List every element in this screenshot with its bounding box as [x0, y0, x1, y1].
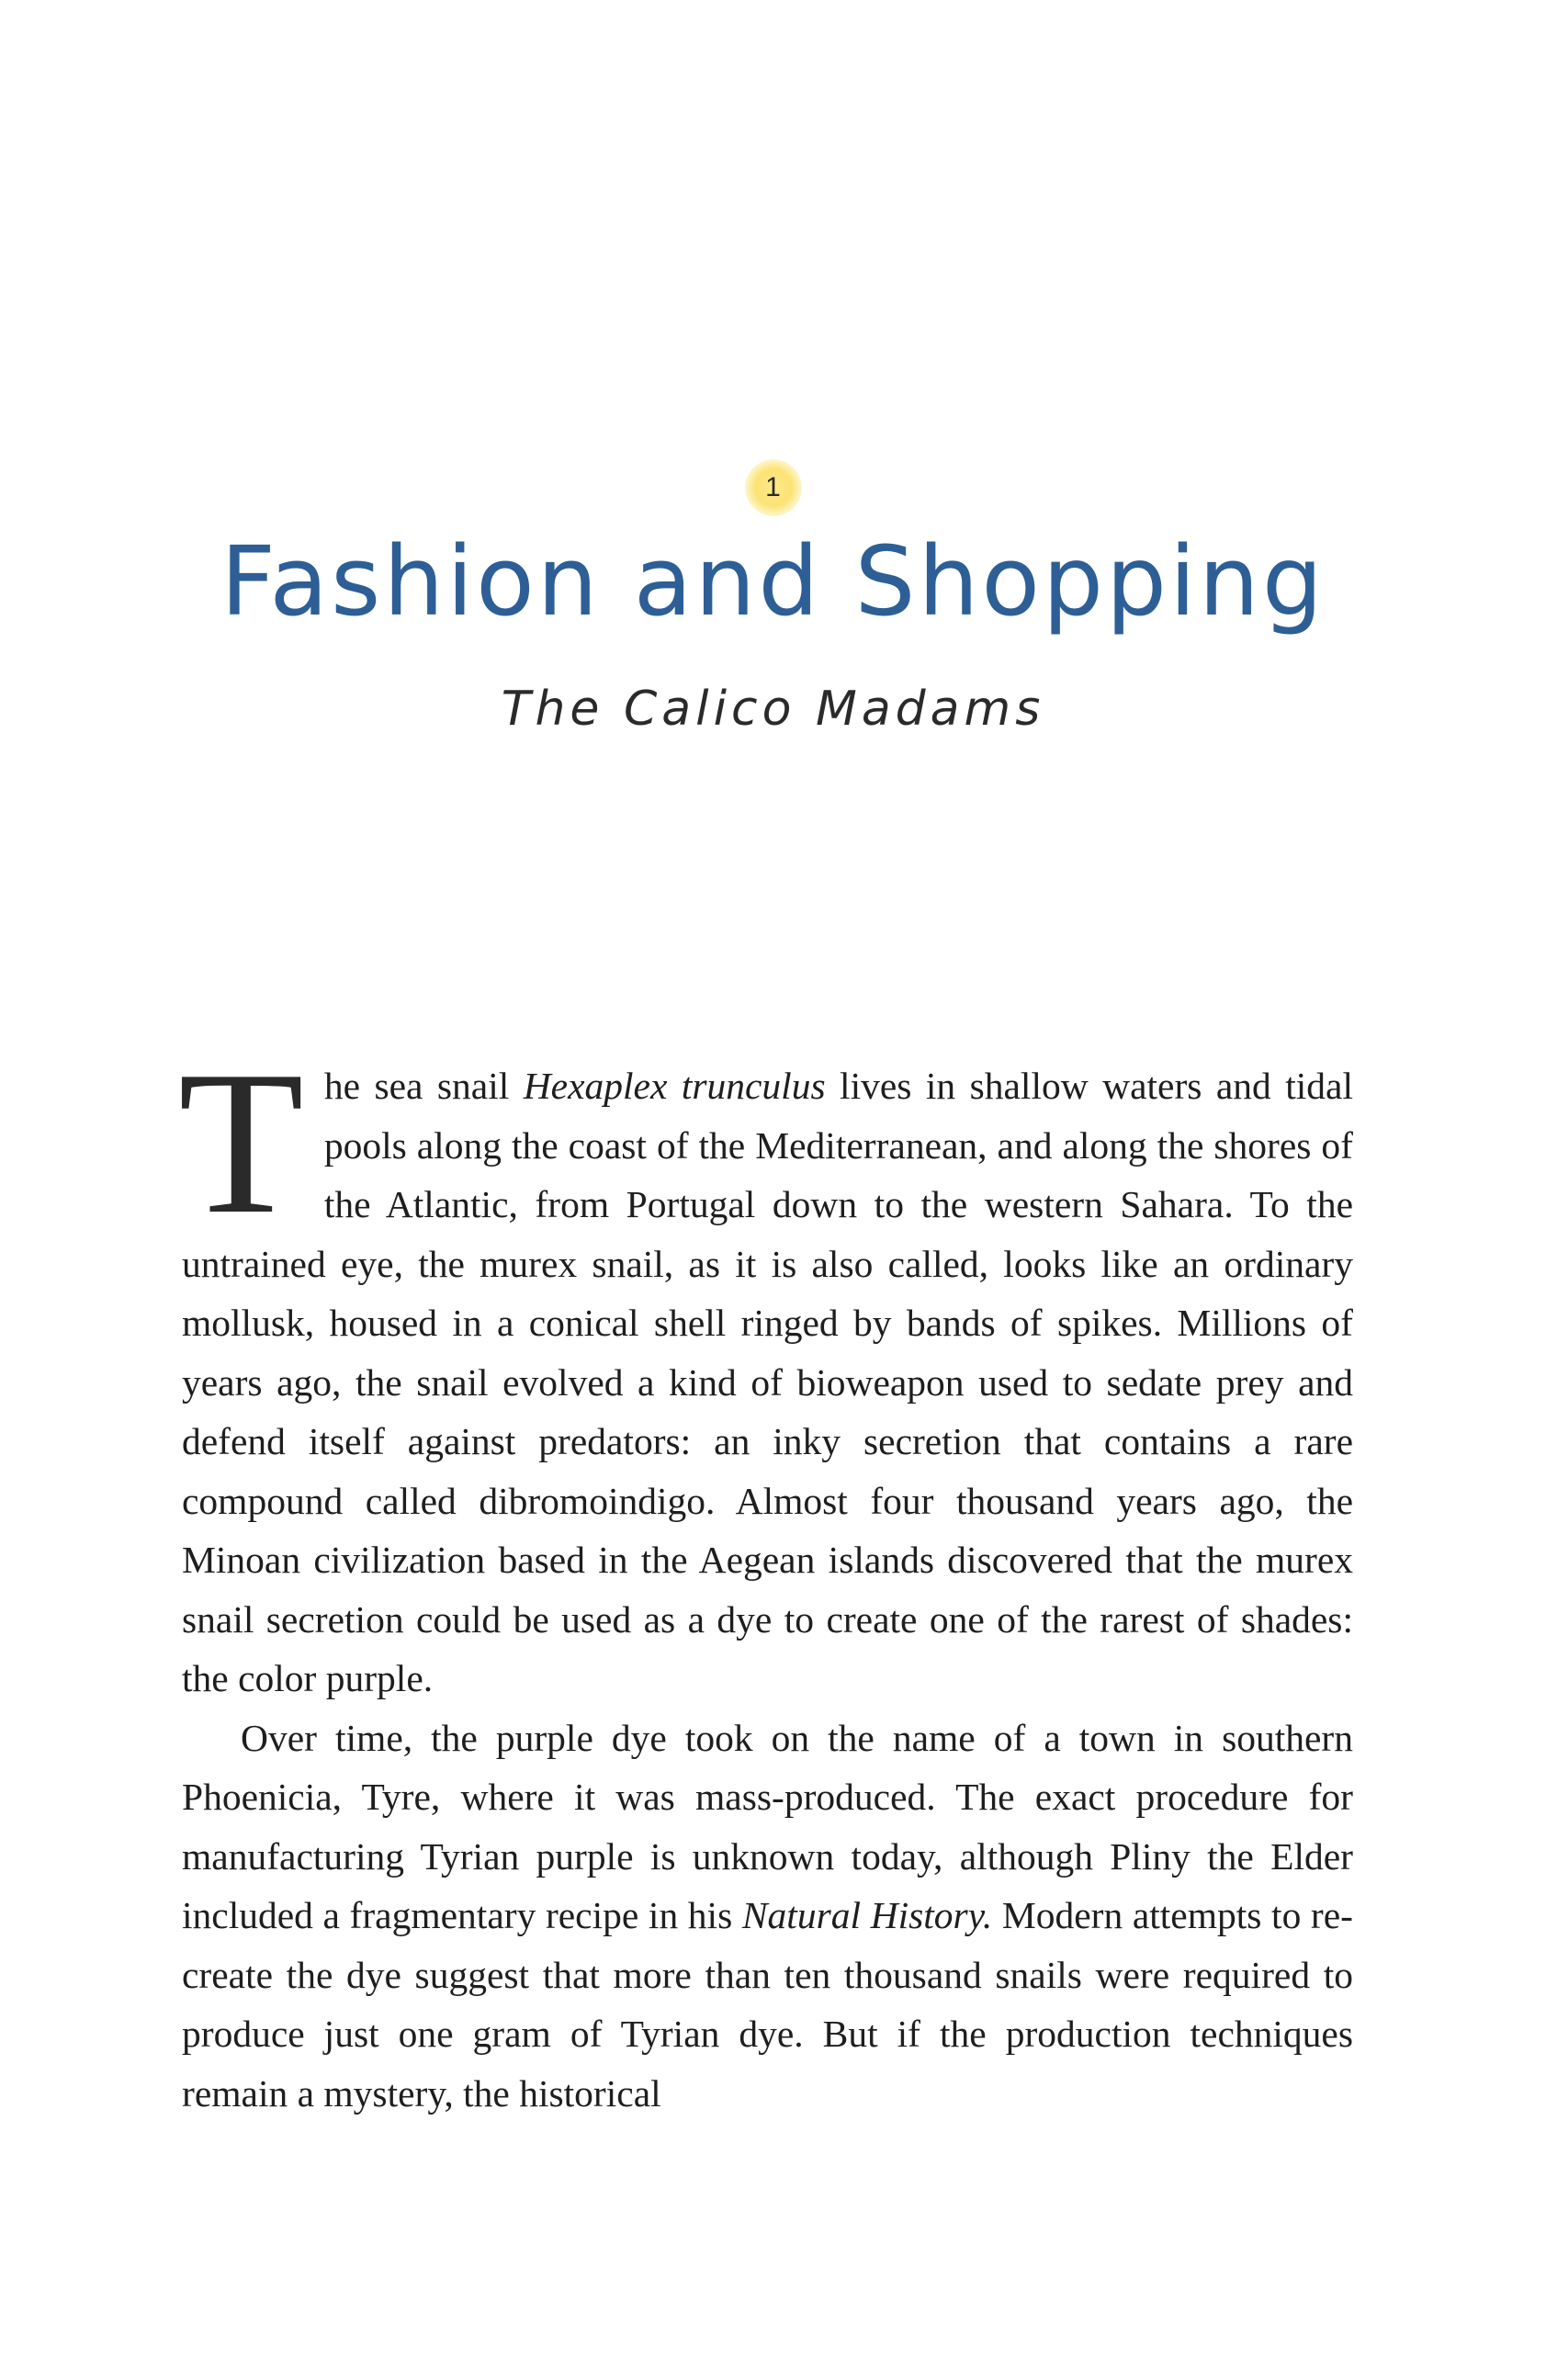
- paragraph-text: Over time, the purple dye took on the name of a town in southern Phoenicia, Tyre, where it was mass-produced. The exact procedure for manufacturing Tyrian purple is unknown today, although Pliny the Elder included a fragmentary recipe in his: [182, 1716, 1353, 1936]
- chapter-number: 1: [745, 459, 802, 516]
- paragraph-text: he sea snail: [323, 1065, 524, 1107]
- paragraph: [178, 1029, 1354, 1709]
- book-title: Natural History.: [741, 1894, 993, 1936]
- species-name: Hexaplex trunculus: [523, 1065, 826, 1107]
- chapter-body: [178, 1029, 1354, 2123]
- paragraph-text: lives in shallow waters and tidal pools along the coast of the Mediterranean, and along the shores of the Atlantic, from Portugal down to the western Sahara. To the untrained eye, the murex snail, as it is also called, looks like an ordinary mollusk, housed in a conical shell ringed by bands of spikes. Millions of years ago, the snail evolved a kind of bioweapon used to sedate prey and defend itself against predators: an inky secretion that contains a rare compound called dibromoindigo. Almost four thousand years ago, the Minoan civilization based in the Aegean islands discovered that the murex snail secretion could be used as a dye to create one of the rarest of shades: the color purple.: [182, 1065, 1354, 1699]
- paragraph: [182, 1709, 1353, 2124]
- drop-cap: T: [178, 1029, 304, 1257]
- chapter-subtitle: The Calico Madams: [501, 682, 1045, 738]
- chapter-title: Fashion and Shopping: [220, 525, 1326, 637]
- chapter-header: [0, 459, 1546, 737]
- paragraph-text: Modern attempts to re-create the dye suggest that more than ten thousand snails were required to produce just one gram of Tyrian dye. But if the production techniques remain a mystery, the historical: [182, 1894, 1353, 2115]
